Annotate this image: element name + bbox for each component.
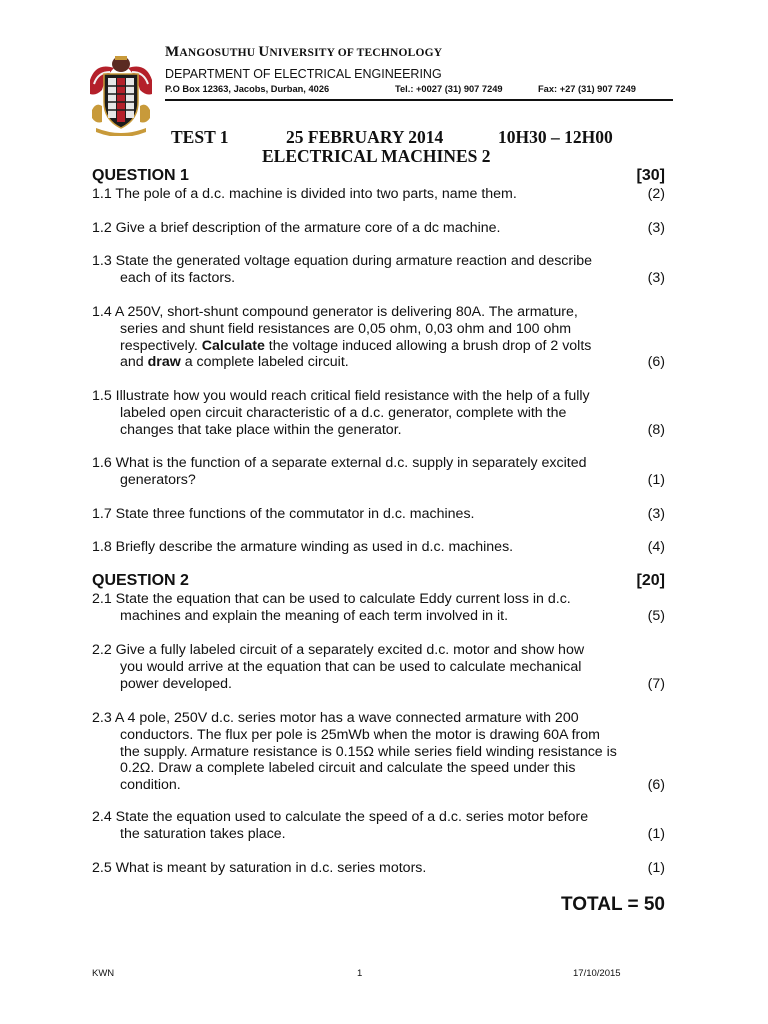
question-item-1-4: 1.4 A 250V, short-shunt compound generator is delivering 80A. The armature, series and shunt field resistances are 0,05 ohm, 0,03 ohm and 100 ohm respectively. Calculate the voltage induced allowing a brush drop of 2 volts and draw a complete labeled circuit. (6) bbox=[92, 304, 665, 371]
test-time: 10H30 – 12H00 bbox=[498, 127, 613, 147]
marks: (3) bbox=[647, 506, 665, 522]
header-divider bbox=[165, 99, 673, 101]
telephone: Tel.: +0027 (31) 907 7249 bbox=[395, 84, 503, 94]
question-item-2-3: 2.3 A 4 pole, 250V d.c. series motor has a wave connected armature with 200 conductors. The flux per pole is 25mWb when the motor is drawing 60A from the supply. Armature resistance is 0.15Ω while series field winding resistance is 0.2Ω. Draw a complete labeled circuit and calculate the speed under this condition. (6) bbox=[92, 710, 665, 794]
marks: (6) bbox=[647, 354, 665, 371]
question-item-1-7: 1.7 State three functions of the commutator in d.c. machines. (3) bbox=[92, 506, 665, 522]
university-crest-logo bbox=[88, 50, 154, 136]
total-marks: TOTAL = 50 bbox=[560, 894, 665, 915]
test-date: 25 FEBRUARY 2014 bbox=[286, 127, 444, 147]
footer-date: 17/10/2015 bbox=[573, 968, 621, 979]
question-item-2-1: 2.1 State the equation that can be used to calculate Eddy current loss in d.c. machines and explain the meaning of each term involved in it. (5) bbox=[92, 591, 665, 624]
question-2-heading: QUESTION 2 [20] bbox=[92, 572, 665, 589]
question-item-1-1: 1.1 The pole of a d.c. machine is divided into two parts, name them. (2) bbox=[92, 186, 665, 202]
footer-page-number: 1 bbox=[357, 968, 363, 979]
marks: (3) bbox=[647, 269, 665, 286]
marks: (8) bbox=[647, 421, 665, 438]
postal-address: P.O Box 12363, Jacobs, Durban, 4026 bbox=[165, 84, 330, 94]
question-2-total-marks: [20] bbox=[636, 572, 665, 589]
marks: (2) bbox=[647, 186, 665, 202]
question-1-total-marks: [30] bbox=[636, 167, 665, 184]
marks: (1) bbox=[647, 860, 665, 876]
question-item-2-5: 2.5 What is meant by saturation in d.c. series motors. (1) bbox=[92, 860, 665, 876]
university-name: MANGOSUTHU UNIVERSITY OF TECHNOLOGY bbox=[165, 44, 443, 60]
question-item-1-3: 1.3 State the generated voltage equation during armature reaction and describe each of its factors. (3) bbox=[92, 253, 665, 286]
marks: (7) bbox=[647, 675, 665, 692]
question-item-1-2: 1.2 Give a brief description of the armature core of a dc machine. (3) bbox=[92, 220, 665, 236]
subject-title: ELECTRICAL MACHINES 2 bbox=[262, 146, 491, 166]
marks: (1) bbox=[647, 825, 665, 842]
test-label: TEST 1 bbox=[171, 127, 229, 147]
question-item-2-4: 2.4 State the equation used to calculate the speed of a d.c. series motor before the saturation takes place. (1) bbox=[92, 809, 665, 842]
footer-author: KWN bbox=[92, 968, 115, 979]
question-item-2-2: 2.2 Give a fully labeled circuit of a separately excited d.c. motor and show how you would arrive at the equation that can be used to calculate mechanical power developed. (7) bbox=[92, 642, 665, 692]
fax: Fax: +27 (31) 907 7249 bbox=[538, 84, 636, 94]
question-item-1-8: 1.8 Briefly describe the armature winding as used in d.c. machines. (4) bbox=[92, 539, 665, 555]
question-item-1-5: 1.5 Illustrate how you would reach critical field resistance with the help of a fully labeled open circuit characteristic of a d.c. generator, complete with the changes that take place within the generator. (8) bbox=[92, 388, 665, 438]
department-name: DEPARTMENT OF ELECTRICAL ENGINEERING bbox=[165, 67, 442, 81]
marks: (6) bbox=[647, 777, 665, 794]
contact-line bbox=[165, 84, 685, 94]
question-1-heading: QUESTION 1 [30] bbox=[92, 167, 665, 184]
marks: (5) bbox=[647, 607, 665, 624]
marks: (1) bbox=[647, 471, 665, 488]
marks: (3) bbox=[647, 220, 665, 236]
question-item-1-6: 1.6 What is the function of a separate external d.c. supply in separately excited generators? (1) bbox=[92, 455, 665, 488]
marks: (4) bbox=[647, 539, 665, 555]
